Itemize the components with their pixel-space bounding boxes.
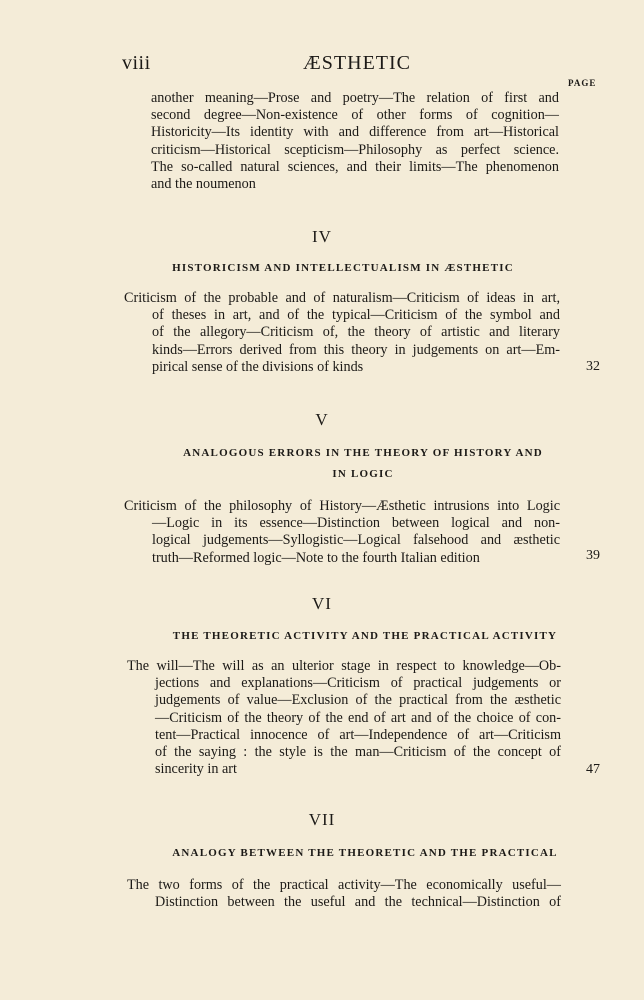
- chapter-title-iv: [120, 258, 566, 279]
- page-number: 32: [586, 359, 600, 374]
- entry-line: second degree—Non-existence of other forms of cognition—: [151, 107, 559, 124]
- chapter-title-vi: [150, 626, 580, 647]
- chapter-numeral-vii: VII: [308, 810, 336, 829]
- chapter-entry-vii: [127, 877, 561, 911]
- chapter-entry-vi: [127, 658, 561, 778]
- entry-line: of the allegory—Criticism of, the theory of artistic and literary: [152, 324, 560, 341]
- running-head: [122, 52, 562, 78]
- entry-line: pirical sense of the divisions of kinds: [152, 358, 364, 375]
- entry-line: Criticism of the probable and of naturalism—Criticism of ideas in art,: [124, 290, 560, 306]
- chapter-title-line: IN LOGIC: [332, 468, 394, 480]
- entry-line: logical judgements—Syllogistic—Logical falsehood and æsthetic: [152, 532, 560, 549]
- chapter-title-vii: [148, 843, 582, 864]
- entry-line: Distinction between the useful and the technical—Distinction of: [155, 894, 561, 911]
- chapter-numeral-v: V: [315, 410, 329, 429]
- entry-line: criticism—Historical scepticism—Philosophy as perfect science.: [151, 141, 559, 158]
- page-number: 39: [586, 548, 600, 563]
- chapter-title-line: ANALOGOUS ERRORS IN THE THEORY OF HISTORY AND: [183, 447, 543, 459]
- entry-line: The so-called natural sciences, and their limits—The phenomenon: [151, 158, 559, 175]
- chapter-title-line: THE THEORETIC ACTIVITY AND THE PRACTICAL ACTIVITY: [172, 630, 558, 642]
- entry-line: The two forms of the practical activity—The economically useful—: [127, 877, 561, 893]
- entry-line: truth—Reformed logic—Note to the fourth Italian edition: [152, 549, 480, 566]
- chapter-entry-v: [124, 498, 560, 567]
- book-title: ÆSTHETIC: [303, 52, 411, 74]
- entry-line: judgements of value—Exclusion of the practical from the æsthetic: [155, 692, 561, 709]
- continuation-entry: [151, 90, 559, 193]
- entry-line: The will—The will as an ulterior stage in respect to knowledge—Ob-: [127, 658, 561, 674]
- chapter-numeral-iv: IV: [312, 227, 332, 246]
- page-column-label: PAGE: [568, 78, 597, 88]
- page-folio: viii: [122, 52, 151, 74]
- entry-line: jections and explanations—Criticism of practical judgements or: [155, 675, 561, 692]
- entry-line: sincerity in art: [155, 761, 237, 778]
- chapter-entry-iv: [124, 290, 560, 376]
- page-number: 47: [586, 762, 600, 777]
- entry-line: of the saying : the style is the man—Criticism of the concept of: [155, 744, 561, 761]
- chapter-numeral-vi: VI: [312, 594, 332, 613]
- entry-line: kinds—Errors derived from this theory in judgements on art—Em-: [152, 341, 560, 358]
- entry-line: of theses in art, and of the typical—Criticism of the symbol and: [152, 307, 560, 324]
- entry-line: and the noumenon: [151, 176, 256, 193]
- chapter-title-line: HISTORICISM AND INTELLECTUALISM IN ÆSTHETIC: [172, 262, 514, 274]
- entry-line: tent—Practical innocence of art—Independence of art—Criticism: [155, 726, 561, 743]
- entry-line: Historicity—Its identity with and difference from art—Historical: [151, 124, 559, 141]
- entry-line: Criticism of the philosophy of History—Æsthetic intrusions into Logic: [124, 498, 560, 514]
- entry-line: —Logic in its essence—Distinction between logical and non-: [152, 515, 560, 532]
- chapter-title-line: ANALOGY BETWEEN THE THEORETIC AND THE PRACTICAL: [172, 847, 558, 859]
- entry-line: another meaning—Prose and poetry—The relation of first and: [151, 90, 559, 106]
- entry-line: —Criticism of the theory of the end of art and of the choice of con-: [155, 709, 561, 726]
- chapter-title-v: [150, 443, 576, 485]
